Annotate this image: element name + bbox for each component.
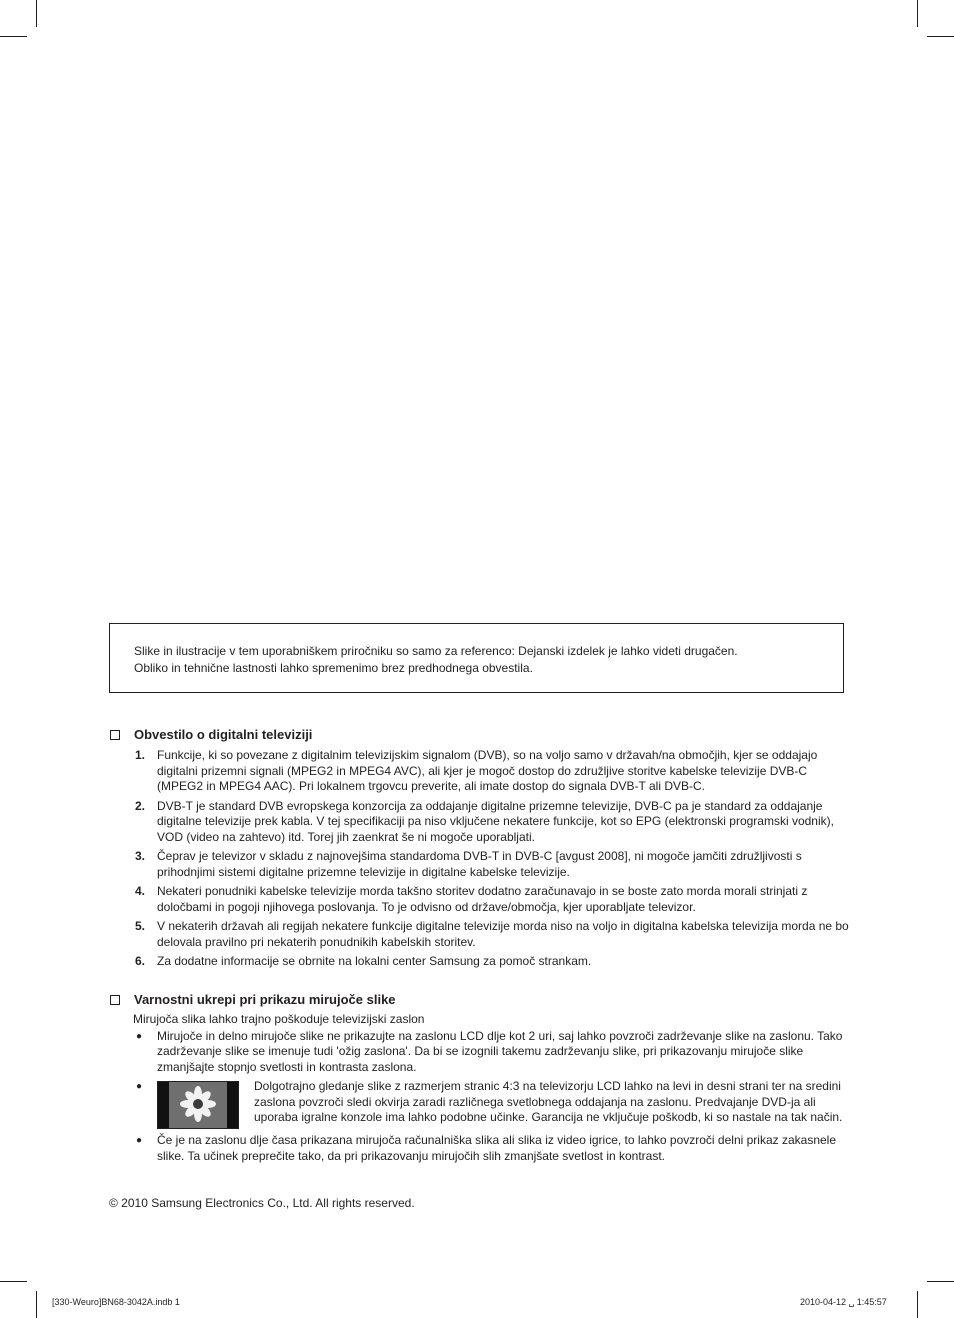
item-text: Če je na zaslonu dlje časa prikazana mirujoča računalniška slika ali slika iz video igrice, to lahko povzroči delni prikaz zakasnele slike. Ta učinek preprečite tako, da pri prikazovanju mirujočih slih zmanjšate svetlost in kontrast. [157, 1133, 837, 1163]
item-number: 4. [135, 884, 146, 898]
list-item [109, 799, 849, 846]
item-with-image [157, 1079, 849, 1129]
bullet-icon: ● [136, 1030, 143, 1042]
crop-mark [927, 36, 954, 37]
print-footer-file: [330-Weuro]BN68-3042A.indb 1 [52, 1297, 180, 1307]
item-number: 2. [135, 798, 146, 813]
notice-line-1: Slike in ilustracije v tem uporabniškem priročniku so samo za referenco: Dejanski izdelek je lahko videti drugačen. [134, 644, 738, 658]
list-item [109, 1079, 849, 1129]
item-text: Mirujoče in delno mirujoče slike ne prikazujte na zaslonu LCD dlje kot 2 uri, saj lahko povzroči zadrževanje slike na zaslonu. Tako zadrževanje slike se imenuje tudi 'ožig zaslona'. Da bi se izognili takemu zadrževanju slike, pri prikazovanju mirujoče slike zmanjšajte stopnjo svetlosti in kontrasta zaslona. [157, 1028, 843, 1074]
list-item [109, 1133, 849, 1164]
item-number: 6. [135, 954, 146, 968]
item-text: Nekateri ponudniki kabelske televizije morda takšno storitev dodatno zaračunavajo in se boste zato morda morali strinjati z določbami in pogoji njihovega poslovanja. To je odvisno od države/območja, kjer uporabljate televizor. [157, 884, 808, 914]
list-item [109, 954, 849, 970]
list-item [109, 919, 849, 950]
item-text: DVB-T je standard DVB evropskega konzorcija za oddajanje digitalne prizemne televizije, DVB-C pa je standard za oddajanje digitalne televizije prek kabla. V tej specifikaciji pa niso vključene nekatere funkcije, kot so EPG (elektronski programski vodnik), VOD (video na zahtevo) itd. Torej jih zaenkrat še ni mogoče uporabljati. [157, 798, 834, 844]
print-footer-date: 2010-04-12 ␣ 1:45:57 [800, 1297, 887, 1307]
list-item [109, 849, 849, 880]
bullet-icon: ● [136, 1081, 143, 1092]
item-number: 3. [135, 849, 146, 863]
crop-mark [36, 1291, 37, 1318]
digital-tv-list [109, 748, 849, 970]
section-heading [109, 727, 849, 743]
still-image-section [109, 992, 849, 1168]
item-text: V nekaterih državah ali regijah nekatere funkcije digitalne televizije morda niso na voljo in digitalna kabelska televizija morda ne bo delovala pravilno pri nekaterih ponudnikih kabelskih storitev. [157, 919, 849, 949]
bullet-icon: ● [136, 1135, 143, 1146]
notice-line-2: Obliko in tehnične lastnosti lahko spremenimo brez predhodnega obvestila. [134, 661, 533, 675]
item-number: 5. [135, 919, 146, 933]
checkbox-icon [110, 730, 120, 740]
tv-screen-illustration [157, 1081, 239, 1129]
flower-icon [169, 1082, 227, 1126]
crop-mark [927, 1281, 954, 1282]
digital-tv-section [109, 727, 849, 974]
list-item [109, 884, 849, 915]
tv-screen-image [169, 1082, 227, 1128]
still-image-title: Varnostni ukrepi pri prikazu mirujoče slike [134, 992, 396, 1007]
crop-mark [36, 0, 37, 27]
list-item [109, 748, 849, 795]
item-text: Dolgotrajno gledanje slike z razmerjem stranic 4:3 na televizorju LCD lahko na levi in desni strani ter na sredini zaslona povzroči sledi okvirja zaradi različnega svetlobnega oddajanja na zaslonu. Predvajanje DVD-ja ali uporaba igralne konzole ima lahko podobne učinke. Garancija ne vključuje poškodb, ki so nastale na tak način. [254, 1079, 843, 1124]
digital-tv-title: Obvestilo o digitalni televiziji [134, 727, 313, 742]
reference-notice-box [109, 623, 844, 693]
item-text: Funkcije, ki so povezane z digitalnim televizijskim signalom (DVB), so na voljo samo v državah/na območjih, kjer se oddajajo digitalni prizemni signali (MPEG2 in MPEG4 AVC), ali kjer je mogoč dostop do združljive storitve kabelske televizije DVB-C (MPEG2 in MPEG4 AAC). Pri lokalnem trgovcu preverite, ali imate dostop do signala DVB-T ali DVB-C. [157, 748, 818, 793]
copyright-text: © 2010 Samsung Electronics Co., Ltd. All rights reserved. [109, 1196, 415, 1210]
crop-mark [917, 1291, 918, 1318]
list-item [109, 1029, 849, 1076]
item-text: Za dodatne informacije se obrnite na lokalni center Samsung za pomoč strankam. [157, 954, 592, 968]
crop-mark [0, 1281, 27, 1282]
item-number: 1. [135, 748, 146, 762]
crop-mark [917, 0, 918, 27]
still-image-intro: Mirujoča slika lahko trajno poškoduje televizijski zaslon [133, 1012, 425, 1026]
crop-mark [0, 36, 27, 37]
section-heading [109, 992, 849, 1008]
still-image-list [109, 1029, 849, 1165]
item-text: Čeprav je televizor v skladu z najnovejšima standardoma DVB-T in DVB-C [avgust 2008], ni mogoče jamčiti združljivosti s prihodnjimi sistemi digitalne prizemne televizije in digitalne kabelske televizije. [157, 849, 802, 879]
checkbox-icon [110, 995, 120, 1005]
